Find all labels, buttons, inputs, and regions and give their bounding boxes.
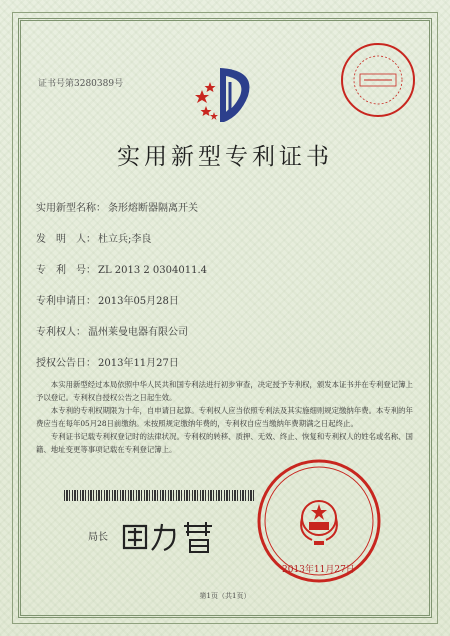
seal-date: 2013年11月27日 bbox=[282, 565, 355, 575]
agency-seal-icon bbox=[338, 40, 418, 120]
page-footer: 第1页（共1页） bbox=[199, 592, 251, 600]
body-paragraph: 本实用新型经过本局依照中华人民共和国专利法进行初步审查，决定授予专利权，颁发本证书并在专利登记簿上予以登记。专利权自授权公告之日起生效。 bbox=[36, 380, 413, 402]
field-application-date: 专利申请日： 2013年05月28日 bbox=[36, 296, 179, 307]
field-patentee: 专利权人： 温州莱曼电器有限公司 bbox=[36, 327, 188, 338]
director-label: 局长 bbox=[88, 532, 108, 543]
field-grant-date: 授权公告日： 2013年11月27日 bbox=[36, 358, 179, 369]
certificate-number: 证书号第3280389号 bbox=[38, 79, 124, 89]
director-signature-icon bbox=[118, 516, 228, 556]
certificate-title: 实用新型专利证书 bbox=[117, 144, 333, 170]
certificate-body bbox=[36, 378, 414, 456]
field-patent-number: 专 利 号： ZL 2013 2 0304011.4 bbox=[36, 265, 208, 276]
body-paragraph: 专利证书记载专利权登记时的法律状况。专利权的转移、质押、无效、终止、恢复和专利权人的姓名或名称、国籍、地址变更等事项记载在专利登记簿上。 bbox=[36, 432, 413, 454]
field-utility-model-name: 实用新型名称： 条形熔断器隔离开关 bbox=[36, 203, 198, 214]
body-paragraph: 本专利的专利权期限为十年，自申请日起算。专利权人应当依照专利法及其实施细则规定缴纳年费。本专利的年费应当在每年05月28日前缴纳。未按照规定缴纳年费的，专利权自应当缴纳年费期满之日起终止。 bbox=[36, 406, 413, 428]
patent-office-emblem-icon bbox=[186, 60, 266, 130]
barcode bbox=[64, 490, 256, 501]
field-inventors: 发 明 人： 杜立兵;李良 bbox=[36, 234, 152, 245]
